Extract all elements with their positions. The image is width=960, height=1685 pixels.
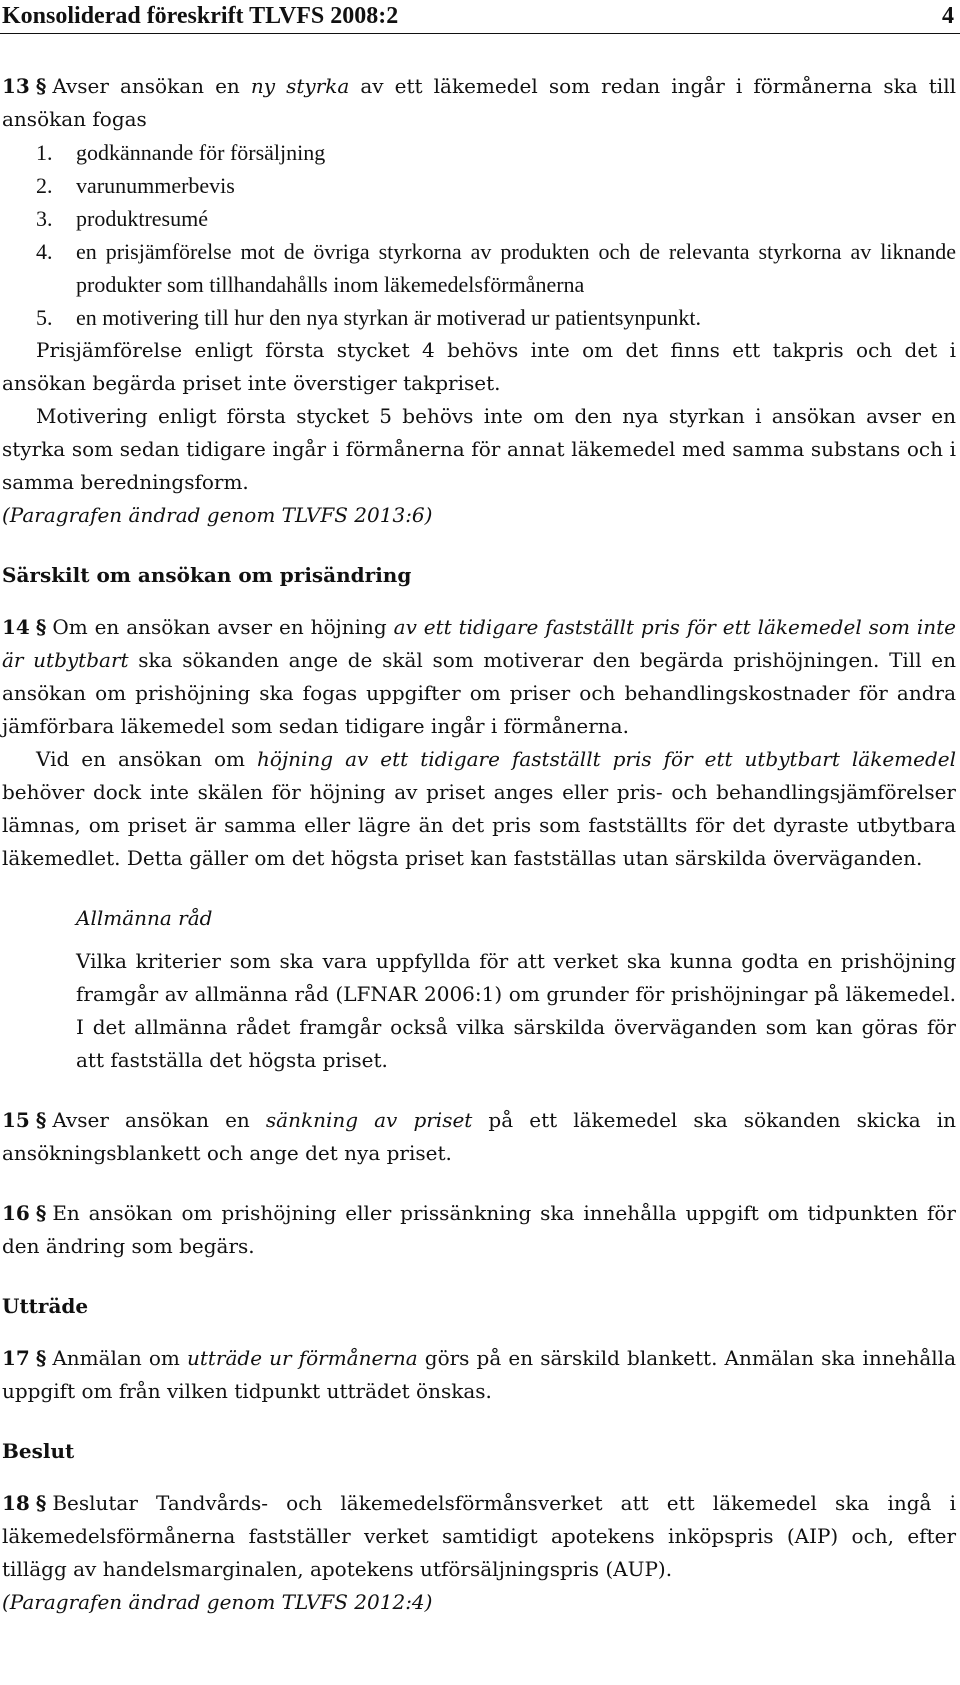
list-number: 5. — [36, 305, 53, 330]
section-13-paragraph-2: Prisjämförelse enligt första stycket 4 behövs inte om det finns ett takpris och det i ansökan begärda priset inte överstiger takpriset. — [2, 338, 956, 395]
emphasis-text: höjning av ett tidigare fastställt pris för ett utbytbart läkemedel — [257, 747, 956, 771]
text-run: behöver dock inte skälen för höjning av priset anges eller pris- och behandlingsjämförelser lämnas, om priset är samma eller lägre än det pris som fastställts för det dyraste utbytbara läkemedlet. Detta gäller om det högsta priset kan fastställas utan särskilda överväganden. — [2, 780, 956, 870]
section-number: 16 — [2, 1201, 30, 1225]
section-sign: § — [35, 615, 47, 639]
list-text: produktresumé — [76, 206, 208, 231]
list-text: en prisjämförelse mot de övriga styrkorna av produkten och de relevanta styrkorna av liknande produkter som tillhandahålls inom läkemedelsförmånerna — [76, 239, 956, 297]
list-number: 4. — [36, 239, 53, 264]
text-run: på ett läkemedel ska sökanden skicka in ansökningsblankett och ange det nya priset. — [2, 1108, 957, 1165]
text-run: görs på en särskild blankett. Anmälan ska innehålla uppgift om från vilken tidpunkt utträdet önskas. — [2, 1346, 956, 1403]
general-advice-heading: Allmänna råd — [76, 906, 213, 930]
emphasis-text: av ett tidigare fastställt pris för ett läkemedel som inte är utbytbart — [2, 615, 956, 672]
text-run: En ansökan om prishöjning eller prissänkning ska innehålla uppgift om tidpunkten för den ändring som begärs. — [2, 1201, 956, 1258]
section-number: 15 — [2, 1108, 30, 1132]
text-run: av ett läkemedel som redan ingår i förmånerna ska till ansökan fogas — [2, 74, 956, 131]
text-run: Avser ansökan en — [52, 74, 251, 98]
page-header — [0, 0, 960, 34]
section-sign: § — [35, 1108, 47, 1132]
list-number: 2. — [36, 173, 53, 198]
text-run: Anmälan om — [52, 1346, 187, 1370]
text-run: Vid en ansökan om — [36, 747, 258, 771]
section-15 — [2, 1104, 956, 1170]
list-number: 3. — [36, 206, 53, 231]
section-sign: § — [35, 1201, 47, 1225]
emphasis-text: utträde ur förmånerna — [186, 1346, 418, 1370]
general-advice-box — [76, 902, 956, 1077]
list-item — [36, 235, 956, 301]
list-number: 1. — [36, 140, 53, 165]
section-17 — [2, 1342, 956, 1408]
list-item — [36, 301, 956, 334]
document-body — [2, 70, 956, 1619]
section-13-list — [2, 136, 956, 334]
page-number: 4 — [942, 3, 954, 29]
section-14-paragraph-2 — [2, 743, 956, 875]
section-14-paragraph-1 — [2, 611, 956, 743]
list-item — [36, 136, 956, 169]
section-13-paragraph-3: Motivering enligt första stycket 5 behövs inte om den nya styrkan i ansökan avser en styrka som sedan tidigare ingår i förmånerna för annat läkemedel med samma substans och i samma beredningsform. — [2, 404, 956, 494]
section-number: 17 — [2, 1346, 30, 1370]
heading-decision: Beslut — [2, 1439, 75, 1463]
emphasis-text: sänkning av priset — [265, 1108, 473, 1132]
list-text: varunummerbevis — [76, 173, 235, 198]
amendment-note: (Paragrafen ändrad genom TLVFS 2012:4) — [2, 1590, 433, 1614]
list-item — [36, 169, 956, 202]
amendment-note: (Paragrafen ändrad genom TLVFS 2013:6) — [2, 503, 433, 527]
list-text: godkännande för försäljning — [76, 140, 326, 165]
section-sign: § — [35, 1491, 47, 1515]
text-run: Avser ansökan en — [52, 1108, 266, 1132]
heading-withdrawal: Utträde — [2, 1294, 89, 1318]
section-number: 18 — [2, 1491, 30, 1515]
section-18 — [2, 1487, 956, 1586]
text-run: Om en ansökan avser en höjning — [52, 615, 394, 639]
heading-price-change: Särskilt om ansökan om prisändring — [2, 563, 412, 587]
document-title: Konsoliderad föreskrift TLVFS 2008:2 — [2, 3, 399, 29]
list-text: en motivering till hur den nya styrkan är motiverad ur patientsynpunkt. — [76, 305, 702, 330]
section-sign: § — [35, 74, 47, 98]
list-item — [36, 202, 956, 235]
emphasis-text: ny styrka — [250, 74, 350, 98]
section-number: 13 — [2, 74, 30, 98]
section-16 — [2, 1197, 956, 1263]
section-number: 14 — [2, 615, 30, 639]
general-advice-text: Vilka kriterier som ska vara uppfyllda för att verket ska kunna godta en prishöjning framgår av allmänna råd (LFNAR 2006:1) om grunder för prishöjningar på läkemedel. I det allmänna rådet framgår också vilka särskilda överväganden som kan göras för att fastställa det högsta priset. — [76, 949, 956, 1072]
text-run: ska sökanden ange de skäl som motiverar den begärda prishöjningen. Till en ansökan om prishöjning ska fogas uppgifter om priser och behandlingskostnader för andra jämförbara läkemedel som sedan tidigare ingår i förmånerna. — [2, 648, 956, 738]
section-sign: § — [35, 1346, 47, 1370]
text-run: Beslutar Tandvårds- och läkemedelsförmånsverket att ett läkemedel ska ingå i läkemedelsförmånerna fastställer verket samtidigt apotekens inköpspris (AIP) och, efter tillägg av handelsmarginalen, apotekens utförsäljningspris (AUP). — [2, 1491, 956, 1581]
section-13-intro — [2, 70, 956, 136]
